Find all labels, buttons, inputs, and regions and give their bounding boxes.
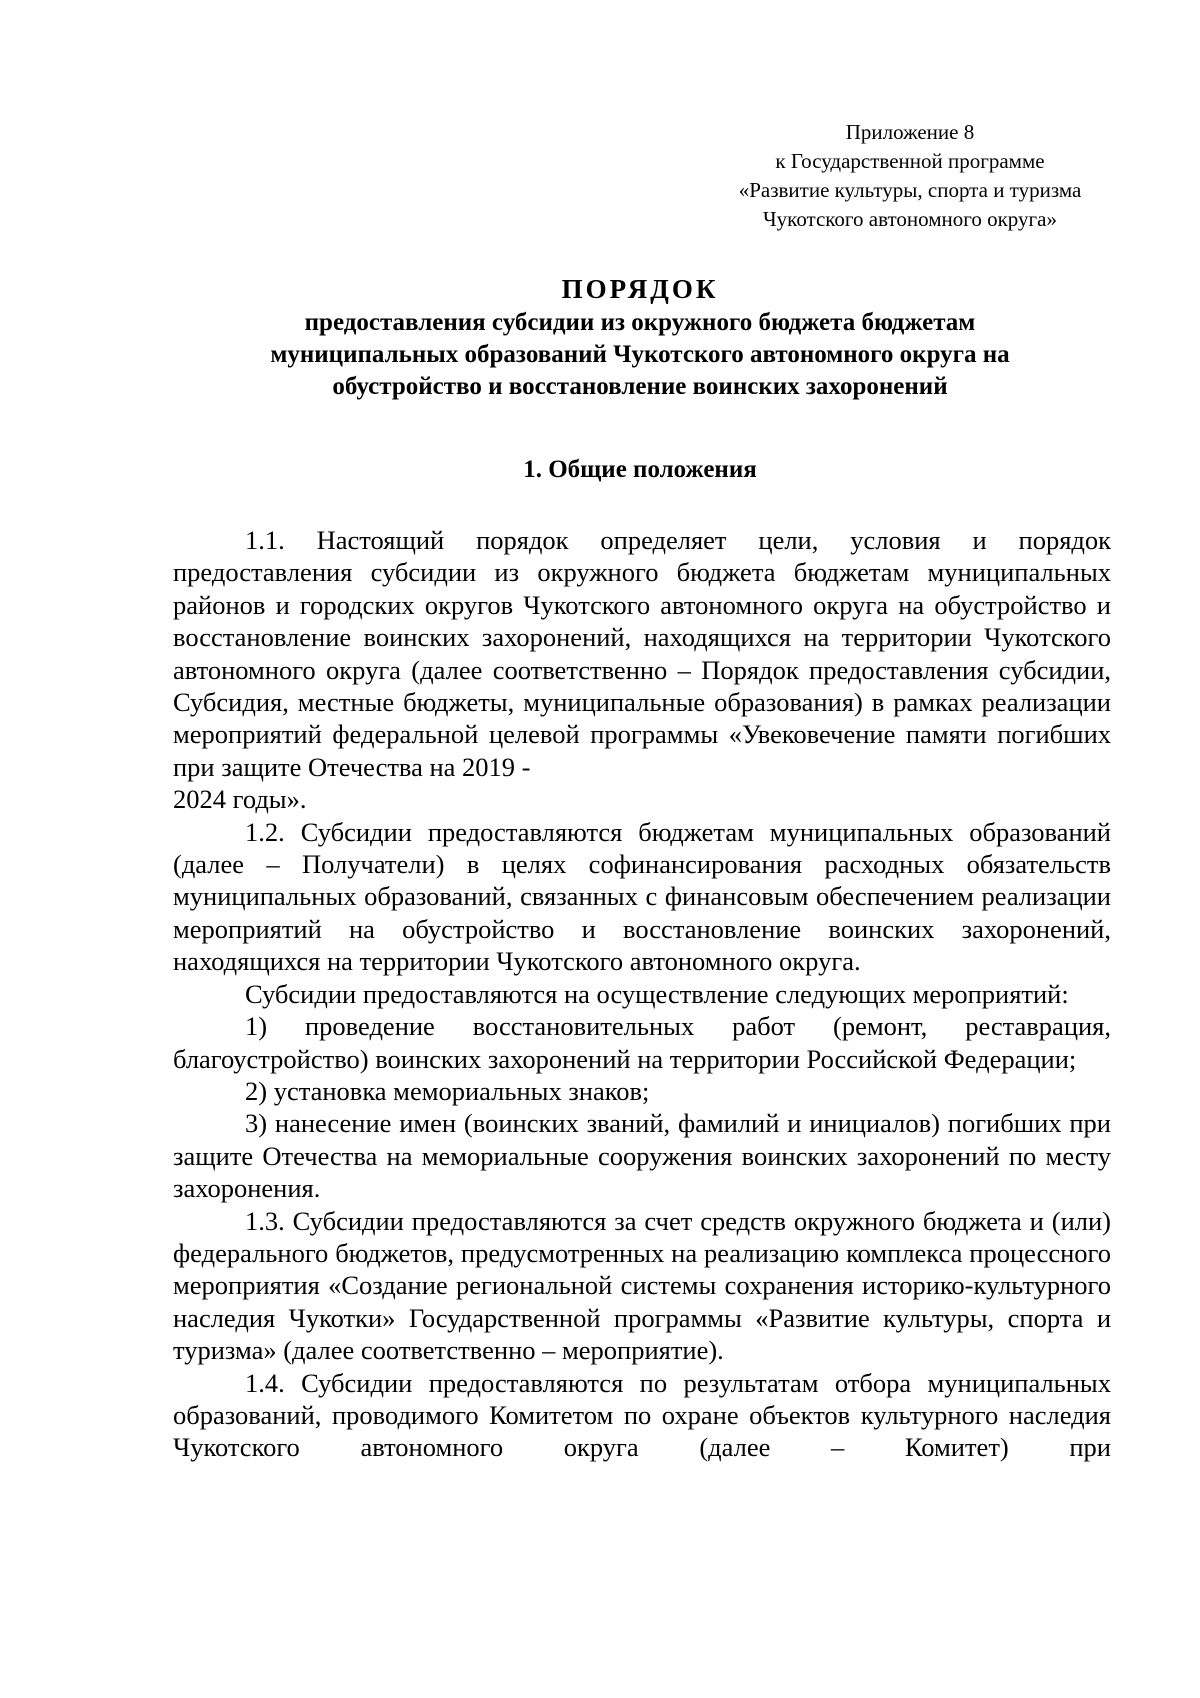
document-subtitle-line-1: предоставления субсидии из окружного бюджета бюджетам [304, 309, 976, 336]
section-heading: 1. Общие положения [523, 456, 757, 483]
section-body [173, 524, 1111, 1464]
document-subtitle-line-3: обустройство и восстановление воинских захоронений [332, 373, 948, 400]
document-subtitle-line-2: муниципальных образований Чукотского автономного округа на [270, 341, 1010, 368]
paragraph-1-1: 1.1. Настоящий порядок определяет цели, условия и порядок предоставления субсидии из окружного бюджета бюджетам муниципальных районов и городских округов Чукотского автономного округа на обустройство и восстановление воинских захоронений, находящихся на территории Чукотского автономного округа (далее соответственно – Порядок предоставления субсидии, Субсидия, местные бюджеты, муниципальные образования) в рамках реализации мероприятий федеральной целевой программы «Увековечение памяти погибших при защите Отечества на 2019 - [173, 525, 1111, 782]
paragraph-1-4: 1.4. Субсидии предоставляются по результатам отбора муниципальных образований, проводимого Комитетом по охране объектов культурного наследия Чукотского автономного округа (далее – Комитет) при [173, 1367, 1111, 1463]
document-title-block [170, 271, 1110, 403]
paragraph-1-2: 1.2. Субсидии предоставляются бюджетам муниципальных образований (далее – Получатели) в целях софинансирования расходных обязательств муниципальных образований, связанных с финансовым обеспечением реализации мероприятий на обустройство и восстановление воинских захоронений, находящихся на территории Чукотского автономного округа. [173, 816, 1111, 977]
document-subtitle [170, 307, 1110, 403]
list-item-2: 2) установка мемориальных знаков; [245, 1075, 650, 1106]
paragraph-1-3: 1.3. Субсидии предоставляются за счет средств окружного бюджета и (или) федерального бюджетов, предусмотренных на реализацию комплекса процессного мероприятия «Создание региональной системы сохранения историко-культурного наследия Чукотки» Государственной программы «Развитие культуры, спорта и туризма» (далее соответственно – мероприятие). [173, 1205, 1111, 1366]
document-title: ПОРЯДОК [561, 274, 719, 304]
annex-line-1: Приложение 8 [845, 120, 975, 144]
list-item-3: 3) нанесение имен (воинских званий, фамилий и инициалов) погибших при защите Отечества на мемориальные сооружения воинских захоронений по месту захоронения. [173, 1108, 1111, 1204]
annex-line-3: «Развитие культуры, спорта и туризма [738, 178, 1082, 202]
list-item-1: 1) проведение восстановительных работ (ремонт, реставрация, благоустройство) воинских захоронений на территории Российской Федерации; [173, 1011, 1111, 1074]
paragraph-activities-intro: Субсидии предоставляются на осуществление следующих мероприятий: [245, 978, 1069, 1009]
annex-header [690, 118, 1130, 234]
paragraph-1-1-tail: 2024 годы». [173, 784, 307, 815]
annex-line-2: к Государственной программе [775, 149, 1045, 173]
annex-line-4: Чукотского автономного округа» [763, 207, 1057, 231]
